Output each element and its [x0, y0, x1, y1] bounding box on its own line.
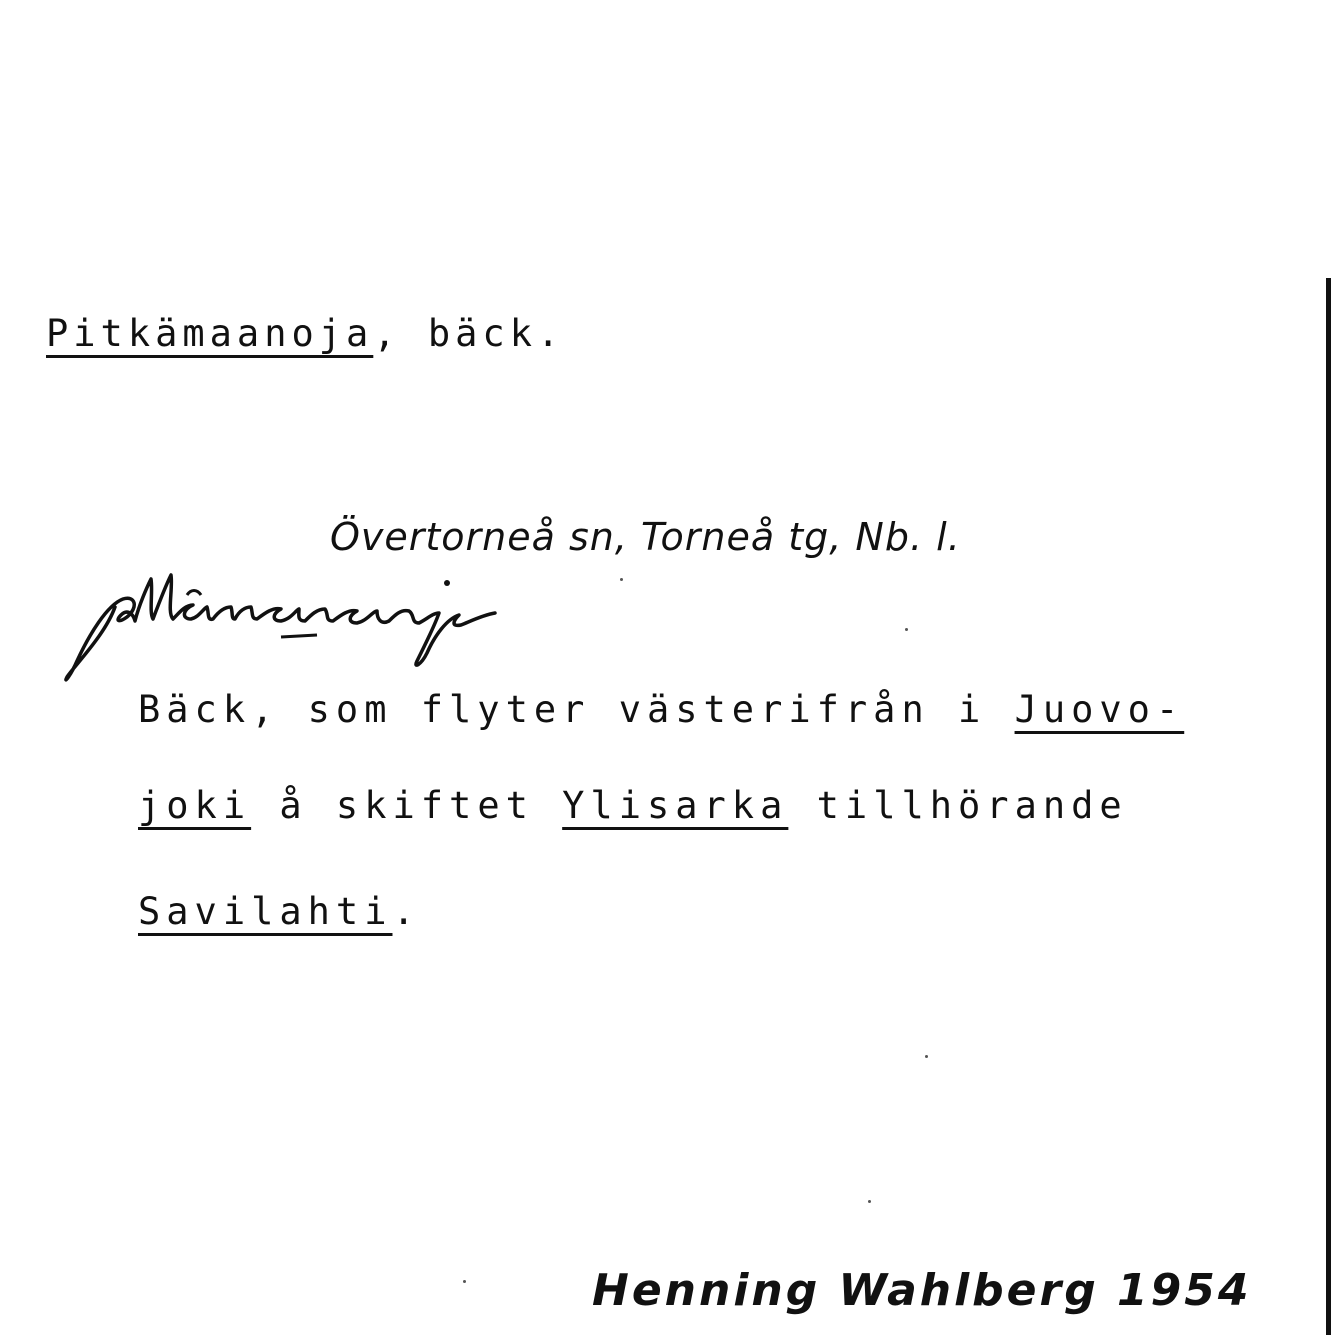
river-name-juovojoki-part1: Juovo- — [1014, 688, 1185, 731]
description-text: . — [392, 890, 421, 933]
description-text: tillhörande — [788, 784, 1128, 827]
farm-name-ylisarka: Ylisarka — [562, 784, 789, 827]
headword-line — [46, 312, 564, 355]
headword-name: Pitkämaanoja — [46, 312, 374, 355]
description-line-2 — [138, 784, 1128, 827]
river-name-juovojoki-part2: joki — [138, 784, 252, 827]
ink-speck — [868, 1200, 871, 1203]
description-line-1 — [138, 688, 1184, 731]
place-name-savilahti: Savilahti — [138, 890, 393, 933]
description-text: å skiftet — [251, 784, 563, 827]
signature-line: Henning Wahlberg 1954 — [592, 1265, 1252, 1316]
ink-speck — [905, 628, 908, 631]
ink-speck — [463, 1280, 466, 1283]
handwritten-annotation — [55, 565, 695, 685]
description-line-3 — [138, 890, 421, 933]
location-line: Övertorneå sn, Torneå tg, Nb. l. — [330, 515, 961, 559]
headword-suffix: , bäck. — [373, 312, 565, 355]
description-text: Bäck, som flyter västerifrån i — [138, 688, 1015, 731]
ink-speck — [620, 578, 623, 581]
ink-speck — [925, 1055, 928, 1058]
card-edge-border — [1326, 278, 1331, 1335]
